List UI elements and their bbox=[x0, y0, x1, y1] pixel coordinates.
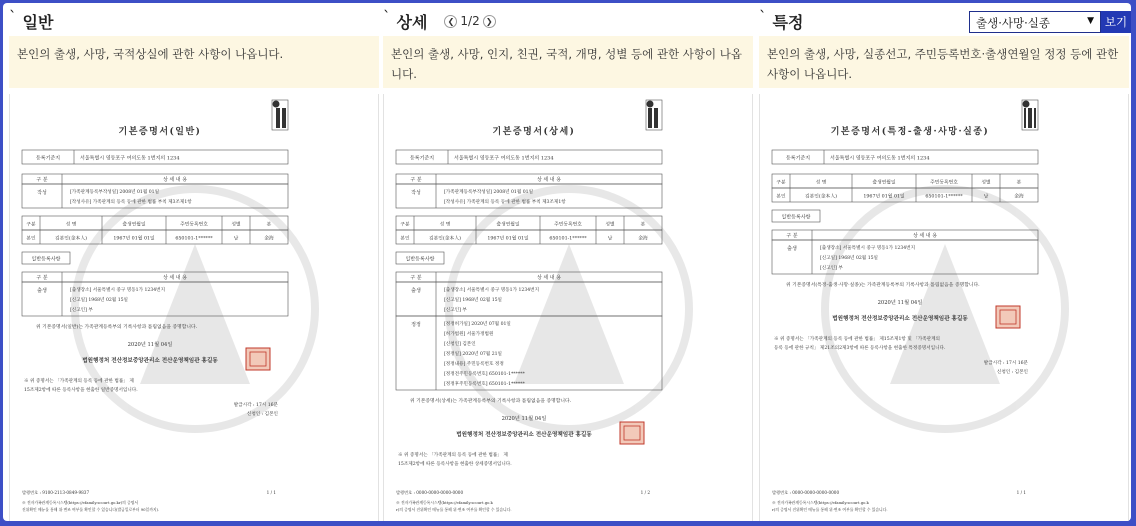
column-description: 본인의 출생, 사망, 실종선고, 주민등록번호·출생연월일 정정 등에 관한 사항이 나옵니다. bbox=[759, 36, 1129, 88]
certificate-type-select[interactable] bbox=[969, 11, 1101, 33]
column-title: 일반 bbox=[22, 12, 54, 32]
event-row-line: [신고일] 1968년 02월 15일 bbox=[444, 298, 502, 303]
event-row-line: [정정전주민등록번호] 650101-1****** bbox=[444, 372, 525, 377]
person-table-header: 본 bbox=[1016, 180, 1022, 186]
document-title: 기본증명서(특정-출생·사망·실종) bbox=[830, 127, 990, 137]
section-header-cell: 상 세 내 용 bbox=[162, 275, 188, 281]
issuer-name: 법원행정처 전산정보중앙관리소 전산운영책임관 홍길동 bbox=[456, 432, 592, 438]
prev-page-icon[interactable]: ❮ bbox=[444, 15, 457, 28]
issue-time: 발급시각 : 17시 16분 bbox=[983, 361, 1028, 366]
certificate-document bbox=[10, 94, 378, 521]
section-header-cell: 구 분 bbox=[410, 275, 422, 281]
qr-code-icon bbox=[646, 100, 662, 130]
registration-value: 서울특별시 영등포구 여의도동 1번지의 1234 bbox=[454, 155, 554, 162]
column-header bbox=[759, 7, 803, 35]
issue-number: 발행번호 : 0000-0000-0000-0000 bbox=[396, 490, 464, 495]
column-general bbox=[9, 3, 379, 521]
person-table-header: 주민등록번호 bbox=[930, 180, 958, 186]
section-header-cell: 상 세 내 용 bbox=[536, 275, 562, 281]
person-table-cell: 650101-1****** bbox=[549, 236, 587, 242]
event-row-line: [허가법원] 서울가정법원 bbox=[444, 332, 494, 337]
section-header-cell: 상 세 내 용 bbox=[162, 177, 188, 183]
official-seal-icon bbox=[620, 422, 644, 444]
event-row-line: [정정후주민등록번호] 650101-1****** bbox=[444, 382, 525, 387]
issuer-name: 법원행정처 전산정보중앙관리소 전산운영책임관 홍길동 bbox=[832, 316, 968, 322]
person-table-header: 주민등록번호 bbox=[554, 222, 582, 228]
person-table-header: 성별 bbox=[231, 222, 241, 228]
event-row-line: [신고인] 부 bbox=[444, 308, 467, 313]
person-table-cell: 金海 bbox=[638, 236, 648, 242]
person-table-header: 출생연월일 bbox=[872, 180, 896, 186]
certificate-comparison-panel bbox=[3, 3, 1131, 521]
footer-note-line: 진위확인 메뉴를 통해 위·변조 여부를 확인할 수 있습니다(발급일로부터 90일까지). bbox=[22, 507, 160, 512]
registration-value: 서울특별시 영등포구 여의도동 1번지의 1234 bbox=[80, 155, 180, 162]
event-row-line: [신고인] 부 bbox=[820, 266, 843, 271]
legal-note-line: ※ 위 증명서는 「가족관계의 등록 등에 관한 법률」 제15조제1항 및 「가족관계의 bbox=[774, 337, 940, 342]
page-navigator bbox=[441, 14, 498, 28]
issue-date: 2020년 11월 04일 bbox=[501, 416, 547, 422]
section-row-line: [작성사유] 가족관계의 등록 등에 관한 법률 부칙 제3조제1항 bbox=[444, 200, 566, 205]
issue-number: 발행번호 : 0000-0000-0000-0000 bbox=[772, 490, 840, 495]
issue-time: 발급시각 : 17시 16분 bbox=[233, 403, 278, 408]
event-row-line: [정정허가일] 2020년 07월 01일 bbox=[444, 322, 511, 327]
applicant: 신청인 : 김본인 bbox=[996, 370, 1028, 375]
event-row-line: [신고인] 부 bbox=[70, 308, 93, 313]
person-table-row bbox=[396, 216, 662, 230]
section-row-line: [작성사유] 가족관계의 등록 등에 관한 법률 부칙 제3조제1항 bbox=[70, 200, 192, 205]
event-row-line: [정정내용] 주민등록번호 정정 bbox=[444, 362, 504, 367]
qr-code-icon bbox=[272, 100, 288, 130]
person-table-cell: 650101-1****** bbox=[175, 236, 213, 242]
next-page-icon[interactable]: ❯ bbox=[483, 15, 496, 28]
certificate-document bbox=[760, 94, 1128, 521]
document-title: 기본증명서(상세) bbox=[492, 127, 576, 137]
person-table-header: 성별 bbox=[605, 222, 615, 228]
person-table-header: 성 명 bbox=[815, 180, 827, 186]
event-row-key: 출생 bbox=[411, 288, 421, 294]
event-row-line: [출생장소] 서울특별시 중구 명동1가 1234번지 bbox=[70, 288, 166, 293]
column-title: 특정 bbox=[772, 12, 804, 32]
person-table-cell: 650101-1****** bbox=[925, 194, 963, 200]
column-description: 본인의 출생, 사망, 인지, 친권, 국적, 개명, 성별 등에 관한 사항이 나옵니다. bbox=[383, 36, 753, 88]
person-table-cell: 김본인(金本人) bbox=[54, 236, 88, 242]
registration-label: 등록기준지 bbox=[35, 155, 61, 162]
section-header-cell: 상 세 내 용 bbox=[536, 177, 562, 183]
view-button[interactable]: 보기 bbox=[1101, 11, 1131, 33]
section-row-line: [가족관계등록부작성일] 2008년 01월 01일 bbox=[444, 190, 534, 195]
registration-value: 서울특별시 영등포구 여의도동 1번지의 1234 bbox=[830, 155, 930, 162]
issuer-name: 법원행정처 전산정보중앙관리소 전산운영책임관 홍길동 bbox=[82, 358, 218, 364]
column-header bbox=[383, 7, 499, 35]
certificate-document bbox=[384, 94, 752, 521]
person-table-cell: 본인 bbox=[400, 236, 410, 242]
bullet-icon: ` bbox=[759, 8, 767, 26]
badge-label: 일반등록사항 bbox=[781, 214, 811, 221]
badge-label: 일반등록사항 bbox=[31, 256, 61, 263]
badge-label: 일반등록사항 bbox=[405, 256, 435, 263]
footer-note-line: ※ 전자가족관계등록시스템(https://efamily.scourt.go.k bbox=[396, 500, 493, 505]
column-detail bbox=[383, 3, 753, 521]
registration-label: 등록기준지 bbox=[409, 155, 435, 162]
legal-note-line: 15조제2항에 따른 등록사항을 현출한 상세증명서입니다. bbox=[398, 462, 512, 467]
person-table-row bbox=[772, 174, 1038, 188]
certification-text: 위 기본증명서(일반)는 가족관계등록부의 기록사항과 틀림없음을 증명합니다. bbox=[36, 325, 198, 330]
person-table-header: 본 bbox=[266, 222, 272, 228]
event-row-line: [신고일] 1968년 02월 15일 bbox=[70, 298, 128, 303]
certificate-preview bbox=[759, 94, 1129, 521]
person-table-header: 구분 bbox=[776, 180, 786, 186]
person-table-cell: 남 bbox=[607, 236, 613, 242]
person-table-header: 본 bbox=[640, 222, 646, 228]
certification-text: 위 기본증명서(상세)는 가족관계등록부의 기록사항과 틀림없음을 증명합니다. bbox=[410, 399, 572, 404]
person-table-header: 구분 bbox=[400, 222, 410, 228]
event-row-line: [신청인] 김본인 bbox=[444, 342, 476, 347]
column-header bbox=[9, 7, 53, 35]
issue-date: 2020년 11월 04일 bbox=[127, 342, 173, 348]
person-table-cell: 1967년 01월 01일 bbox=[113, 236, 155, 242]
official-seal-icon bbox=[246, 348, 270, 370]
event-row-line: [출생장소] 서울특별시 중구 명동1가 1234번지 bbox=[444, 288, 540, 293]
person-table-cell: 金海 bbox=[1014, 194, 1024, 200]
column-title: 상세 bbox=[396, 12, 428, 32]
person-table-header: 성별 bbox=[981, 180, 991, 186]
person-table-cell: 본인 bbox=[776, 194, 786, 200]
person-table-cell: 김본인(金本人) bbox=[428, 236, 462, 242]
person-table-header: 출생연월일 bbox=[496, 222, 520, 228]
person-table-cell: 김본인(金本人) bbox=[804, 194, 838, 200]
section-header-cell: 구 분 bbox=[410, 177, 422, 183]
person-table-cell: 남 bbox=[983, 194, 989, 200]
section-header-cell: 구 분 bbox=[36, 177, 48, 183]
column-specific bbox=[759, 3, 1129, 521]
section-row-key: 작성 bbox=[411, 190, 421, 196]
legal-note-line: ※ 위 증명서는 「가족관계의 등록 등에 관한 법률」 제 bbox=[398, 453, 508, 458]
official-seal-icon bbox=[996, 306, 1020, 328]
footer-note-line: r)의 증명서 진위확인 메뉴를 통해 위·변조 여부를 확인할 수 있습니다. bbox=[396, 507, 512, 512]
select-value: 출생·사망·실종 bbox=[976, 16, 1050, 30]
chevron-down-icon: ▼ bbox=[1087, 16, 1094, 26]
page-number: 1 / 2 bbox=[640, 490, 650, 495]
page-number: 1 / 1 bbox=[266, 490, 276, 495]
person-table-header: 성 명 bbox=[65, 222, 77, 228]
person-table-cell: 본인 bbox=[26, 236, 36, 242]
applicant: 신청인 : 김본인 bbox=[246, 412, 278, 417]
certification-text: 위 기본증명서(특정-출생·사망·실종)는 가족관계등록부의 기록사항과 틀림없음을 증명합니다. bbox=[786, 283, 980, 288]
person-table-cell: 1967년 01월 01일 bbox=[863, 194, 905, 200]
certificate-preview bbox=[383, 94, 753, 521]
section-row-key: 작성 bbox=[37, 190, 47, 196]
page-indicator: 1/2 bbox=[460, 14, 480, 28]
section-header-cell: 구 분 bbox=[36, 275, 48, 281]
person-table-cell: 남 bbox=[233, 236, 239, 242]
document-title: 기본증명서(일반) bbox=[118, 127, 202, 137]
issue-date: 2020년 11월 04일 bbox=[877, 300, 923, 306]
legal-note-line: 등록 등에 관한 규칙」 제21조의2제3항에 따른 등록사항을 현출한 특정증명서입니다. bbox=[774, 346, 946, 351]
page-number: 1 / 1 bbox=[1016, 490, 1026, 495]
bullet-icon: ` bbox=[383, 8, 391, 26]
person-table-row bbox=[22, 216, 288, 230]
registration-label: 등록기준지 bbox=[785, 155, 811, 162]
section-header-cell: 상 세 내 용 bbox=[912, 233, 938, 239]
event-row-line: [신고일] 1968년 02월 15일 bbox=[820, 256, 878, 261]
section-row-line: [가족관계등록부작성일] 2008년 01월 01일 bbox=[70, 190, 160, 195]
qr-code-icon bbox=[1022, 100, 1038, 130]
person-table-cell: 1967년 01월 01일 bbox=[487, 236, 529, 242]
section-header-cell: 구 분 bbox=[786, 233, 798, 239]
footer-note-line: r)의 증명서 진위확인 메뉴를 통해 위·변조 여부를 확인할 수 있습니다. bbox=[772, 507, 888, 512]
legal-note-line: 15조제2항에 따른 등록사항을 현출한 일반증명서입니다. bbox=[24, 388, 138, 393]
person-table-header: 출생연월일 bbox=[122, 222, 146, 228]
person-table-header: 성 명 bbox=[439, 222, 451, 228]
footer-note-line: ※ 전자가족관계등록시스템(https://efamily.scourt.go.kr)의 증명서 bbox=[22, 500, 139, 505]
footer-note-line: ※ 전자가족관계등록시스템(https://efamily.scourt.go.k bbox=[772, 500, 869, 505]
person-table-header: 구분 bbox=[26, 222, 36, 228]
event-row-key: 정정 bbox=[411, 322, 421, 328]
person-table-cell: 金海 bbox=[264, 236, 274, 242]
event-row-key: 출생 bbox=[37, 288, 47, 294]
bullet-icon: ` bbox=[9, 8, 17, 26]
event-row-key: 출생 bbox=[787, 246, 797, 252]
issue-number: 발행번호 : 9100-2113-0849-9837 bbox=[22, 490, 90, 495]
event-row-line: [정정일] 2020년 07월 21일 bbox=[444, 352, 502, 357]
column-description: 본인의 출생, 사망, 국적상실에 관한 사항이 나옵니다. bbox=[9, 36, 379, 88]
legal-note-line: ※ 위 증명서는 「가족관계의 등록 등에 관한 법률」 제 bbox=[24, 379, 134, 384]
watermark-emblem bbox=[825, 189, 1065, 429]
event-row-line: [출생장소] 서울특별시 중구 명동1가 1234번지 bbox=[820, 246, 916, 251]
certificate-preview bbox=[9, 94, 379, 521]
person-table-header: 주민등록번호 bbox=[180, 222, 208, 228]
